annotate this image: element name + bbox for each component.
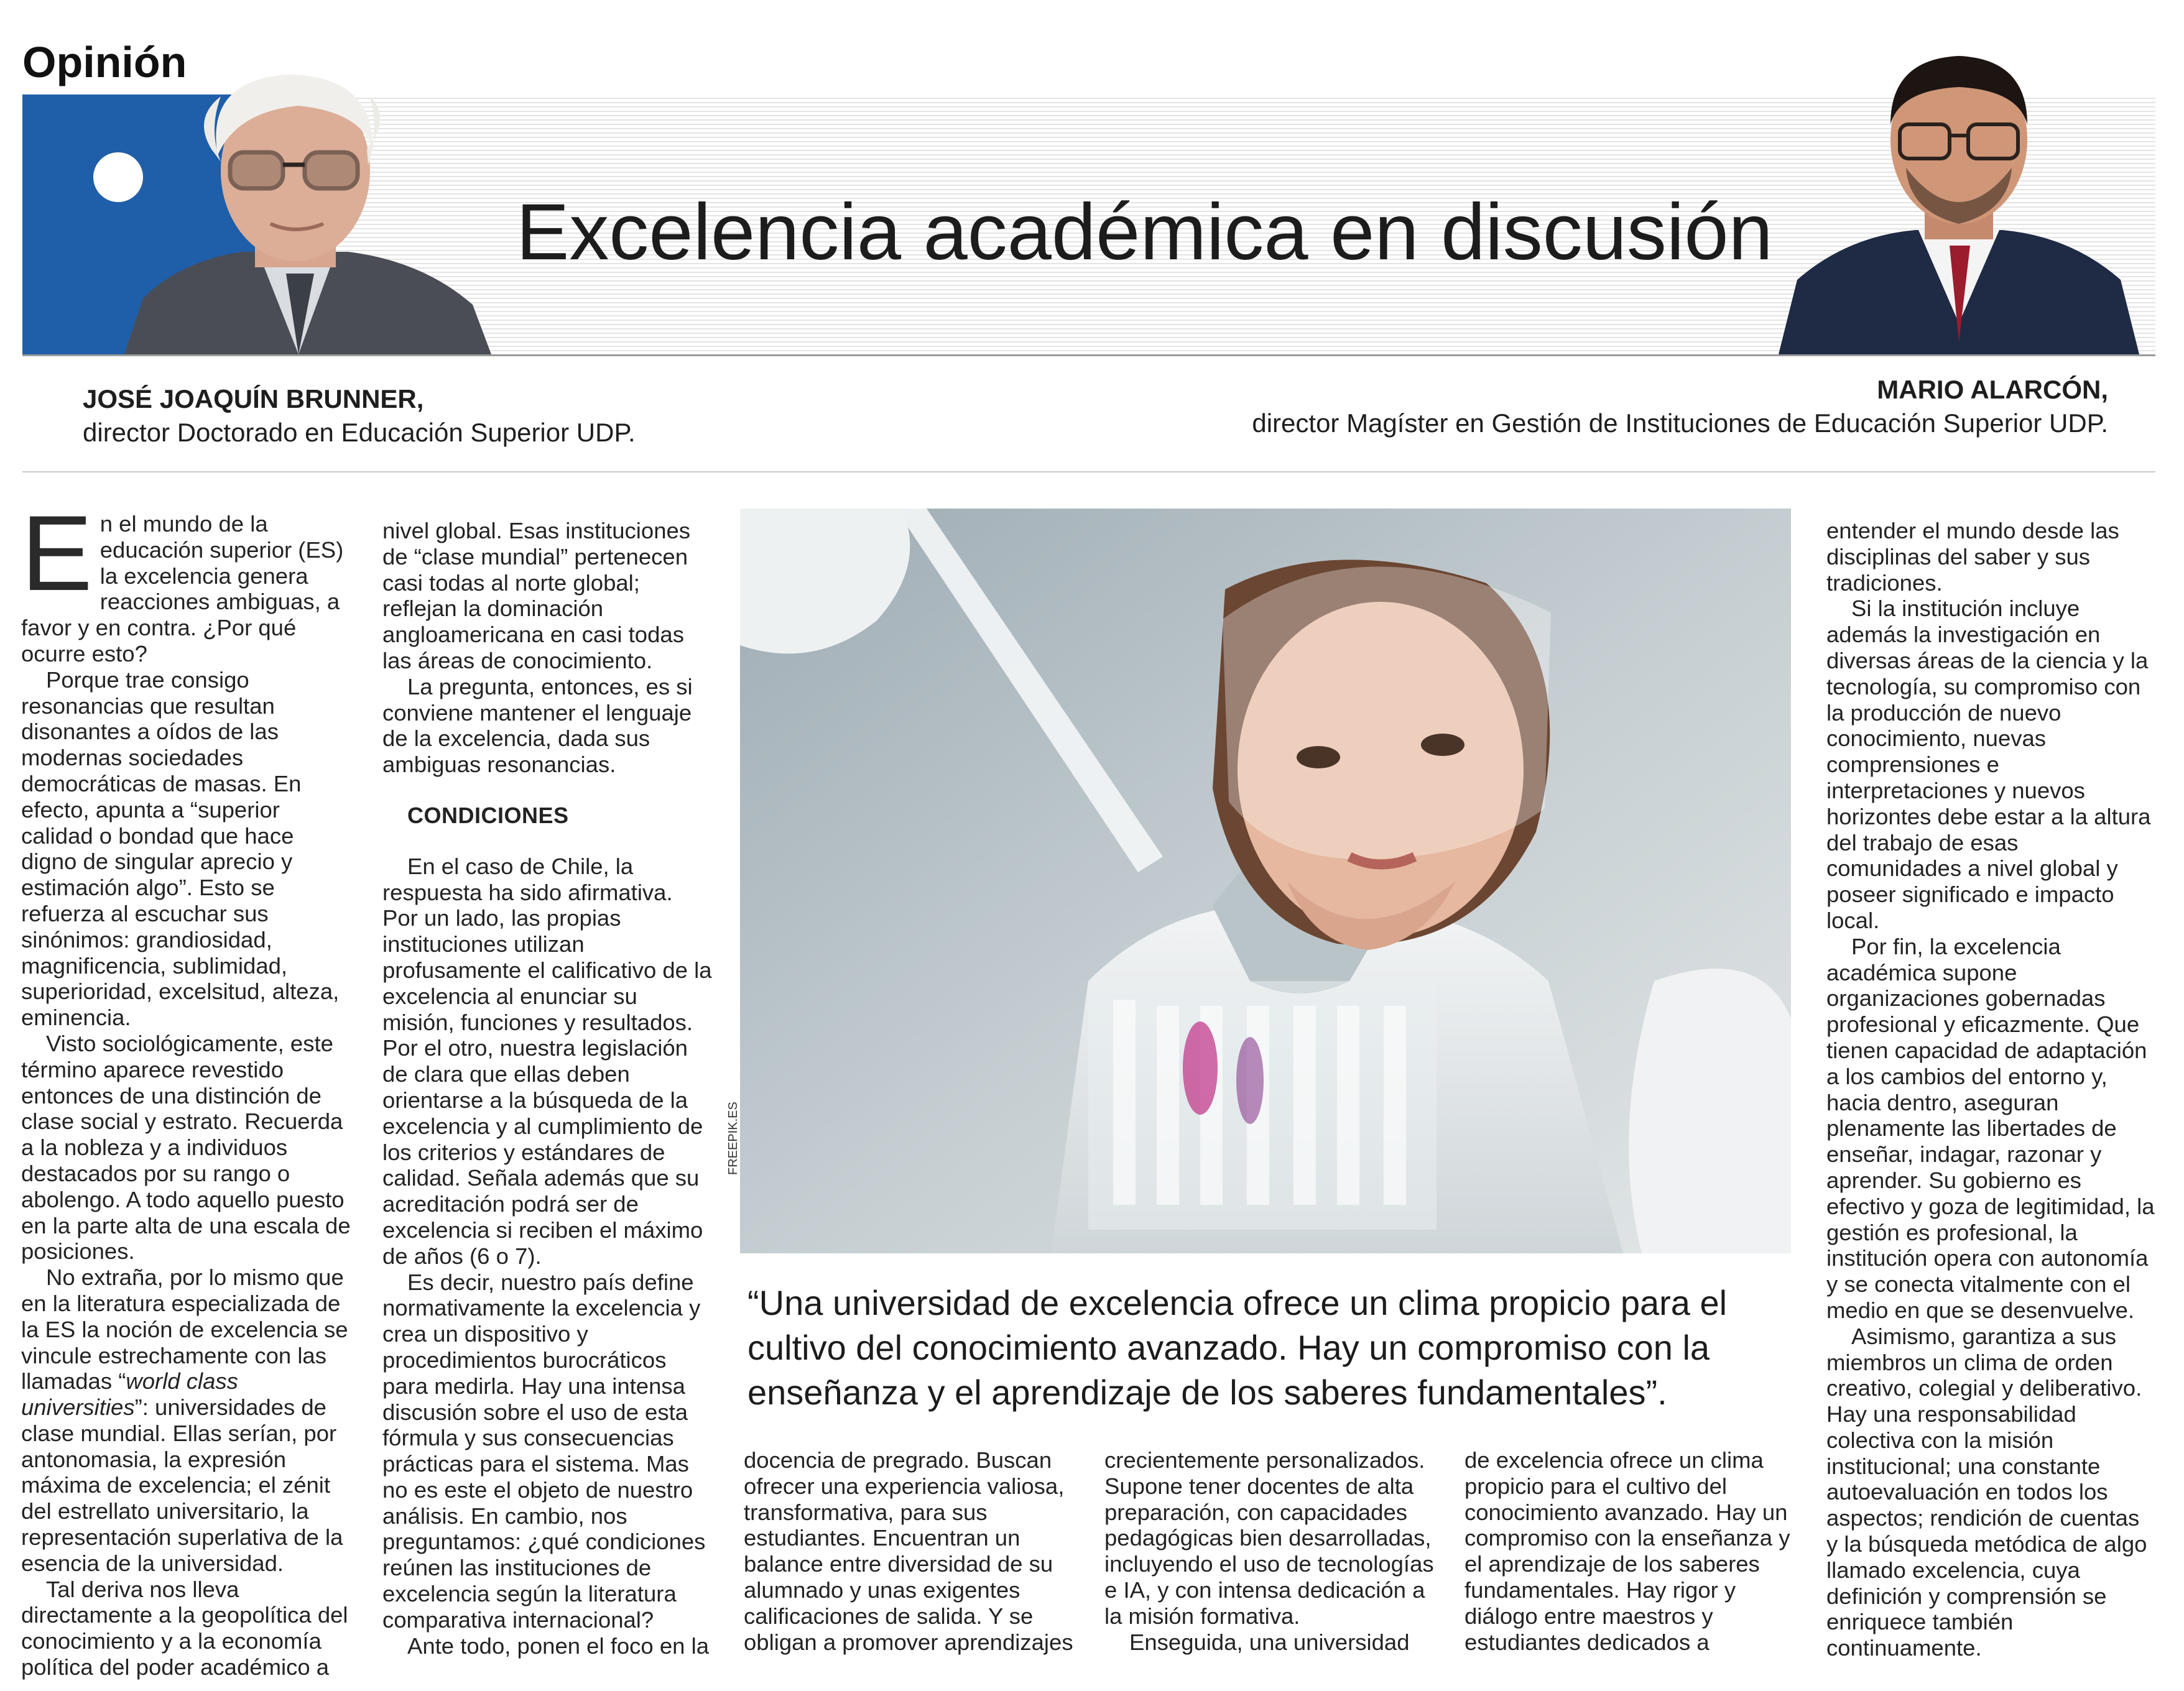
headline: Excelencia académica en discusión	[516, 188, 1773, 277]
author-portrait-brunner	[99, 37, 497, 354]
author-role: director Magíster en Gestión de Instituciones de Educación Superior UDP.	[1252, 408, 2108, 438]
paragraph: de excelencia ofrece un clima propicio para el cultivo del conocimiento avanzado. Hay un compromiso con la enseñanza y el aprendizaje de los saberes fundamentales. Hay rigor y diálogo entre maestros y estudiantes dedicados a	[1464, 1447, 1790, 1655]
paragraph: Visto sociológicamente, este término aparece revestido entonces de una distinción de clase social y estrato. Recuerda a la nobleza y a individuos destacados por su rango o abolengo. A todo aquello puesto en la parte alta de una escala de posiciones.	[21, 1030, 351, 1265]
paragraph: entender el mundo desde las disciplinas del saber y sus tradiciones.	[1826, 518, 2119, 596]
paragraph: Ante todo, ponen el foco en la	[407, 1633, 710, 1659]
pull-quote: “Una universidad de excelencia ofrece un clima propicio para el cultivo del conocimiento avanzado. Hay un compromiso con la enseñanza y el aprendizaje de los saberes fundamentales”.	[747, 1283, 1728, 1412]
paragraph: Porque trae consigo resonancias que resultan disonantes a oídos de las modernas sociedades democráticas de masas. En efecto, apunta a “superior calidad o bondad que hace digno de singular aprecio y estimación algo”. Esto se refuerza al escuchar sus sinónimos: grandiosidad, magnificencia, sublimidad, superioridad, excelsitud, alteza, eminencia.	[21, 666, 340, 1031]
article-column-4	[1104, 1447, 1440, 1655]
author-name: MARIO ALARCÓN,	[1877, 375, 2108, 404]
article-photo-scientist	[740, 509, 1791, 1253]
article-column-1	[21, 494, 351, 1680]
header-rule	[22, 354, 2155, 356]
author-name: JOSÉ JOAQUÍN BRUNNER,	[83, 384, 424, 413]
paragraph: docencia de pregrado. Buscan ofrecer una experiencia valiosa, transformativa, para sus estudiantes. Encuentran un balance entre diversidad de su alumnado y unas exigentes calificaciones de salida. Y se obligan a promover aprendizajes	[744, 1447, 1073, 1655]
paragraph: nivel global. Esas instituciones de “clase mundial” pertenecen casi todas al norte global; reflejan la dominación angloamericana en casi todas las áreas de conocimiento.	[382, 518, 691, 673]
author-portrait-alarcon	[1772, 31, 2145, 354]
article-column-6	[1826, 518, 2156, 1661]
author-role: director Doctorado en Educación Superior UDP.	[83, 418, 636, 447]
byline-brunner	[83, 382, 636, 449]
paragraph: En el caso de Chile, la respuesta ha sido afirmativa. Por un lado, las propias instituciones utilizan profusamente el calificativo de la excelencia al enunciar su misión, funciones y resultados. Por el otro, nuestra legislación de clara que ellas deben orientarse a la búsqueda de la excelencia y al cumplimiento de los criterios y estándares de calidad. Señala además que su acreditación podrá ser de excelencia si reciben el máximo de años (6 o 7).	[382, 853, 712, 1269]
paragraph: Es decir, nuestro país define normativamente la excelencia y crea un dispositivo y procedimientos burocráticos para medirla. Hay una intensa discusión sobre el uso de esta fórmula y sus consecuencias prácticas para el sistema. Mas no es este el objeto de nuestro análisis. En cambio, nos preguntamos: ¿qué condiciones reúnen las instituciones de excelencia según la literatura comparativa internacional?	[382, 1269, 706, 1633]
paragraph: Por fin, la excelencia académica supone organizaciones gobernadas profesional y eficazmente. Que tienen capacidad de adaptación a los cambios del entorno y, hacia dentro, aseguran plenamente las libertades de enseñar, indagar, razonar y aprender. Su gobierno es efectivo y goza de legitimidad, la gestión es profesional, la institución opera con autonomía y se conecta vitalmente con el medio en que se desenvuelve.	[1826, 933, 2155, 1323]
article-column-2	[382, 518, 712, 1659]
paragraph: Si la institución incluye además la investigación en diversas áreas de la ciencia y la tecnología, su compromiso con la producción de nuevo conocimiento, nuevas comprensiones e interpretaciones y nuevos horizontes debe estar a la altura del trabajo de esas comunidades a nivel global y poseer significado e impacto local.	[1826, 596, 2151, 933]
article-column-5	[1464, 1447, 1800, 1655]
paragraph: En el mundo de la educación superior (ES) la excelencia genera reacciones ambiguas, a favor y en contra. ¿Por qué ocurre esto?	[21, 494, 344, 666]
paragraph: Asimismo, garantiza a sus miembros un clima de orden creativo, colegial y deliberativo. Hay una responsabilidad colectiva con la misión institucional; una constante autoevaluación en todos los aspectos; rendición de cuentas y la búsqueda metódica de algo llamado excelencia, cuya definición y comprensión se enriquece también continuamente.	[1826, 1323, 2147, 1661]
photo-credit: FREEPIK.ES	[726, 1102, 740, 1175]
byline-rule	[22, 471, 2155, 472]
paragraph: Tal deriva nos lleva directamente a la geopolítica del conocimiento y a la economía política del poder académico a	[21, 1576, 348, 1680]
drop-cap: E	[21, 494, 93, 613]
byline-alarcon	[1252, 373, 2108, 440]
paragraph: La pregunta, entonces, es si conviene mantener el lenguaje de la excelencia, dada sus ambiguas resonancias.	[382, 673, 693, 778]
article-column-3	[744, 1447, 1080, 1655]
paragraph: crecientemente personalizados. Supone tener docentes de alta preparación, con capacidades pedagógicas bien desarrolladas, incluyendo el uso de tecnologías e IA, y con intensa dedicación a la misión formativa.	[1104, 1447, 1434, 1629]
paragraph: No extraña, por lo mismo que en la literatura especializada de la ES la noción de excelencia se vincule estrechamente con las llamadas “world class universities”: universidades de clase mundial. Ellas serían, por antonomasia, la expresión máxima de excelencia; el zénit del estrellato universitario, la representación superlativa de la esencia de la universidad.	[21, 1265, 348, 1576]
section-label: Opinión	[22, 38, 187, 86]
paragraph: Enseguida, una universidad	[1129, 1629, 1410, 1655]
subheading: CONDICIONES	[407, 802, 569, 828]
